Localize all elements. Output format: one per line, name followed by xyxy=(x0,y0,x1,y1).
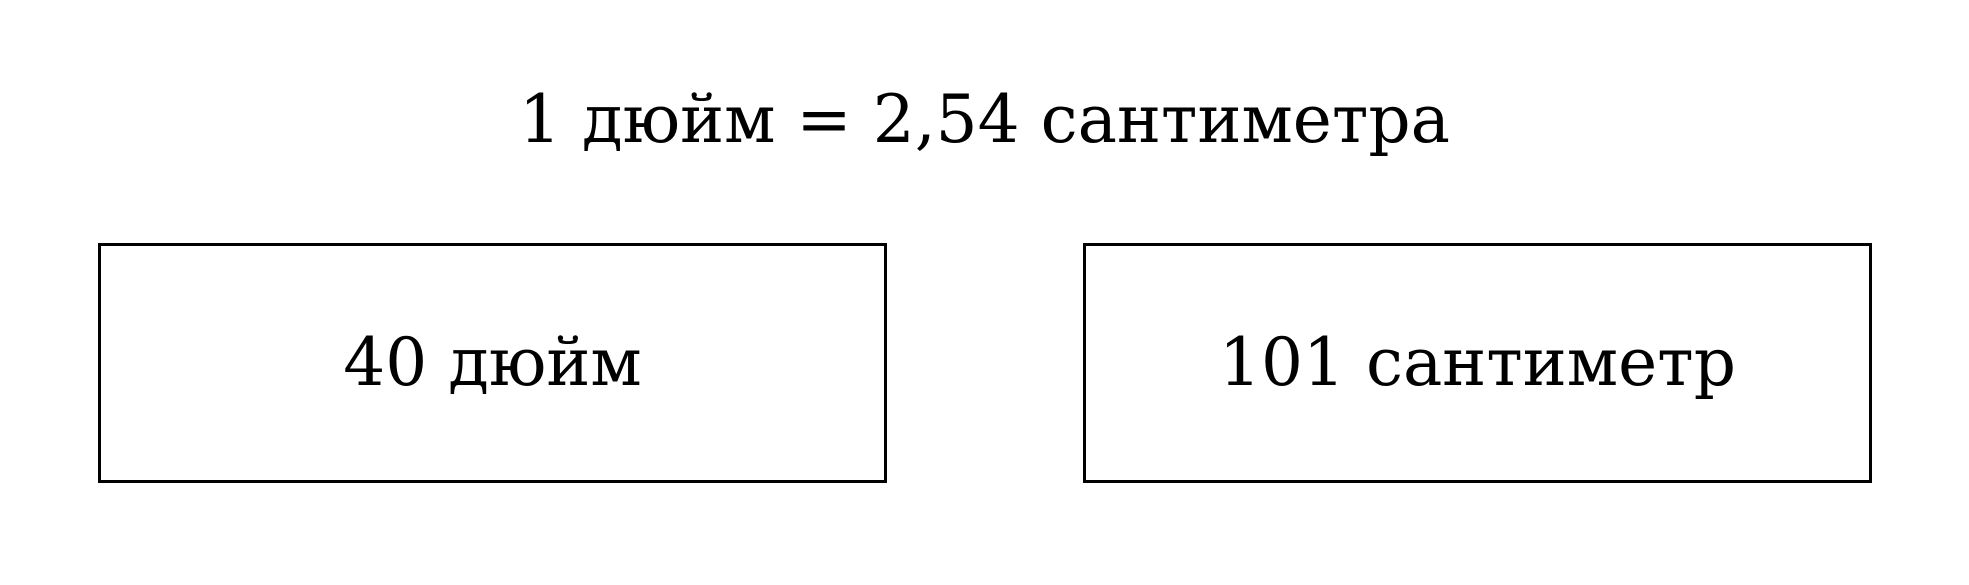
inches-value-box xyxy=(98,243,887,483)
centimeters-value-box xyxy=(1083,243,1872,483)
conversion-rule-text: 1 дюйм = 2,54 сантиметра xyxy=(519,81,1450,158)
centimeters-value-label: 101 сантиметр xyxy=(1219,324,1736,401)
inches-value-label: 40 дюйм xyxy=(343,324,642,401)
